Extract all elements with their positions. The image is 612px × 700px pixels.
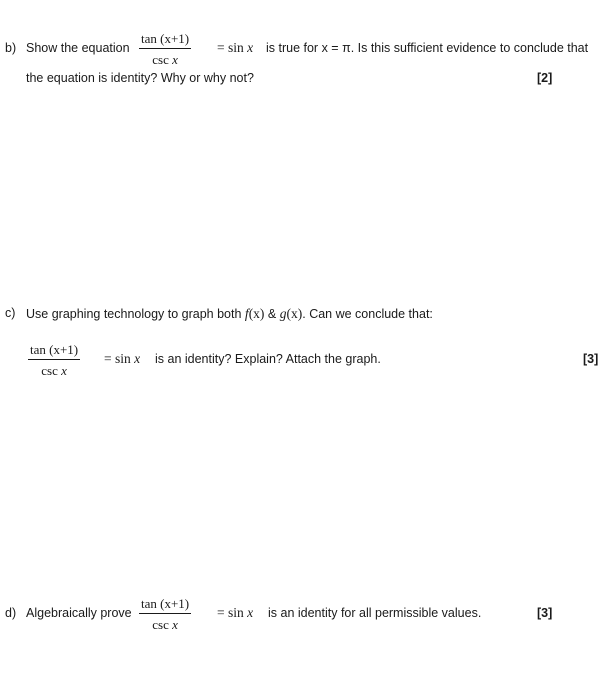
question-c-line2-text: is an identity? Explain? Attach the graph. (155, 352, 381, 366)
question-d-condition-text: is an identity for all permissible values. (268, 606, 482, 620)
question-d-marks: [3] (537, 606, 553, 620)
question-b-marks: [2] (537, 71, 553, 85)
question-d-fraction (139, 597, 191, 631)
question-c-marks: [3] (583, 352, 599, 366)
fraction-numerator: tan (x+1) (28, 343, 80, 360)
question-c-intro-text: Use graphing technology to graph both f(x) & g(x). Can we conclude that: (26, 306, 433, 321)
fraction-denominator: csc x (41, 363, 67, 378)
fraction-denominator: csc x (152, 52, 178, 67)
question-d-label: d) (5, 606, 17, 620)
fraction-denominator: csc x (152, 617, 178, 632)
question-c-rhs: = sin x (104, 351, 141, 366)
question-c-fraction (28, 343, 80, 377)
question-b-label: b) (5, 41, 17, 55)
fraction-numerator: tan (x+1) (139, 32, 191, 49)
question-d-rhs: = sin x (217, 605, 254, 620)
question-b-condition-text: is true for x = π. Is this sufficient evidence to conclude that (266, 41, 589, 55)
question-c-label: c) (5, 306, 16, 320)
question-b-fraction (139, 32, 191, 66)
fraction-numerator: tan (x+1) (139, 597, 191, 614)
question-b-line2: the equation is identity? Why or why not? (26, 71, 254, 85)
question-b-intro-text: Show the equation (26, 41, 130, 55)
question-b-rhs: = sin x (217, 40, 254, 55)
question-d-intro-text: Algebraically prove (26, 606, 132, 620)
